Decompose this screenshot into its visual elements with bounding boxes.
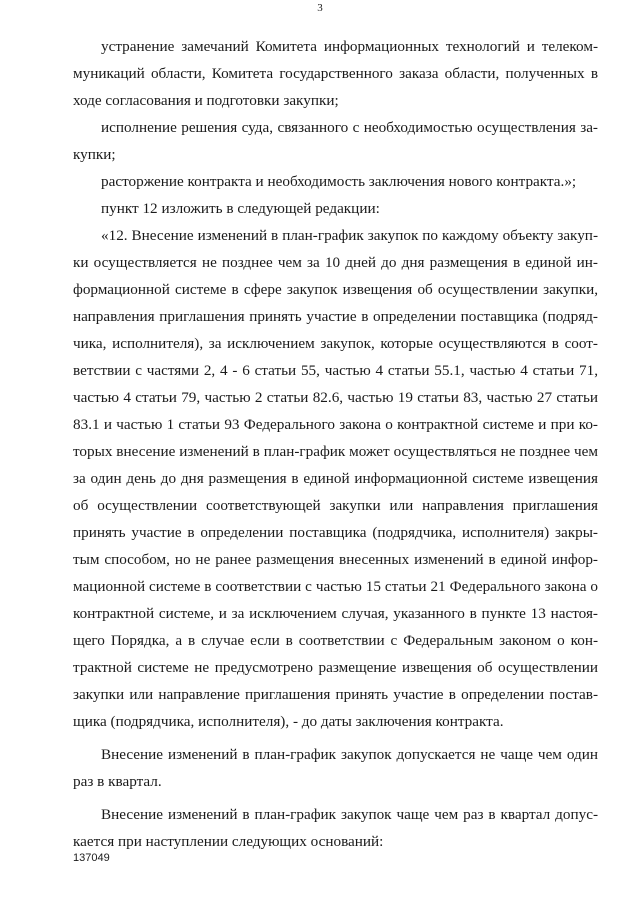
text-line: ки осуществляется не позднее чем за 10 дней до дня размещения в единой ин- <box>73 254 598 271</box>
text-line: щего Порядка, а в случае если в соответствии с Федеральным законом о кон- <box>73 632 598 649</box>
text-line: «12. Внесение изменений в план-график закупок по каждому объекту закуп- <box>101 227 598 244</box>
text-line: ходе согласования и подготовки закупки; <box>73 92 339 109</box>
text-line: пункт 12 изложить в следующей редакции: <box>101 200 380 217</box>
text-line: тым способом, но не ранее размещения внесенных изменений в единой инфор- <box>73 551 598 568</box>
text-line: муникаций области, Комитета государственного заказа области, полученных в <box>73 65 598 82</box>
text-line: 83.1 и частью 1 статьи 93 Федерального закона о контрактной системе и при ко- <box>73 416 598 433</box>
text-line: частью 4 статьи 79, частью 2 статьи 82.6, частью 19 статьи 83, частью 27 статьи <box>73 389 598 406</box>
text-line: расторжение контракта и необходимость заключения нового контракта.»; <box>101 173 577 190</box>
text-line: исполнение решения суда, связанного с необходимостью осуществления за- <box>101 119 598 136</box>
text-line: направления приглашения принять участие в определении поставщика (подряд- <box>73 308 598 325</box>
text-line: щика (подрядчика, исполнителя), - до даты заключения контракта. <box>73 713 504 730</box>
text-line: раз в квартал. <box>73 773 162 790</box>
page-number: 3 <box>317 2 323 14</box>
text-line: торых внесение изменений в план-график может осуществляться не позднее чем <box>73 443 598 460</box>
text-line: чика, исполнителя), за исключением закупок, которые осуществляются в соот- <box>73 335 598 352</box>
text-line: Внесение изменений в план-график закупок допускается не чаще чем один <box>101 746 598 763</box>
document-code: 137049 <box>73 852 110 864</box>
text-line: купки; <box>73 146 116 163</box>
text-line: закупки или направление приглашения принять участие в определении постав- <box>73 686 598 703</box>
text-line: об осуществлении соответствующей закупки или направления приглашения <box>73 497 598 514</box>
text-line: трактной системе не предусмотрено размещение извещения об осуществлении <box>73 659 598 676</box>
text-line: за один день до дня размещения в единой информационной системе извещения <box>73 470 598 487</box>
text-line: ветствии с частями 2, 4 - 6 статьи 55, частью 4 статьи 55.1, частью 4 статьи 71, <box>73 362 598 379</box>
text-line: мационной системе в соответствии с частью 15 статьи 21 Федерального закона о <box>73 578 598 595</box>
text-line: Внесение изменений в план-график закупок чаще чем раз в квартал допус- <box>101 806 598 823</box>
text-line: устранение замечаний Комитета информационных технологий и телеком- <box>101 38 598 55</box>
text-line: контрактной системе, и за исключением случая, указанного в пункте 13 настоя- <box>73 605 598 622</box>
text-line: кается при наступлении следующих оснований: <box>73 833 384 850</box>
text-line: принять участие в определении поставщика (подрядчика, исполнителя) закры- <box>73 524 598 541</box>
text-line: формационной системе в сфере закупок извещения об осуществлении закупки, <box>73 281 598 298</box>
